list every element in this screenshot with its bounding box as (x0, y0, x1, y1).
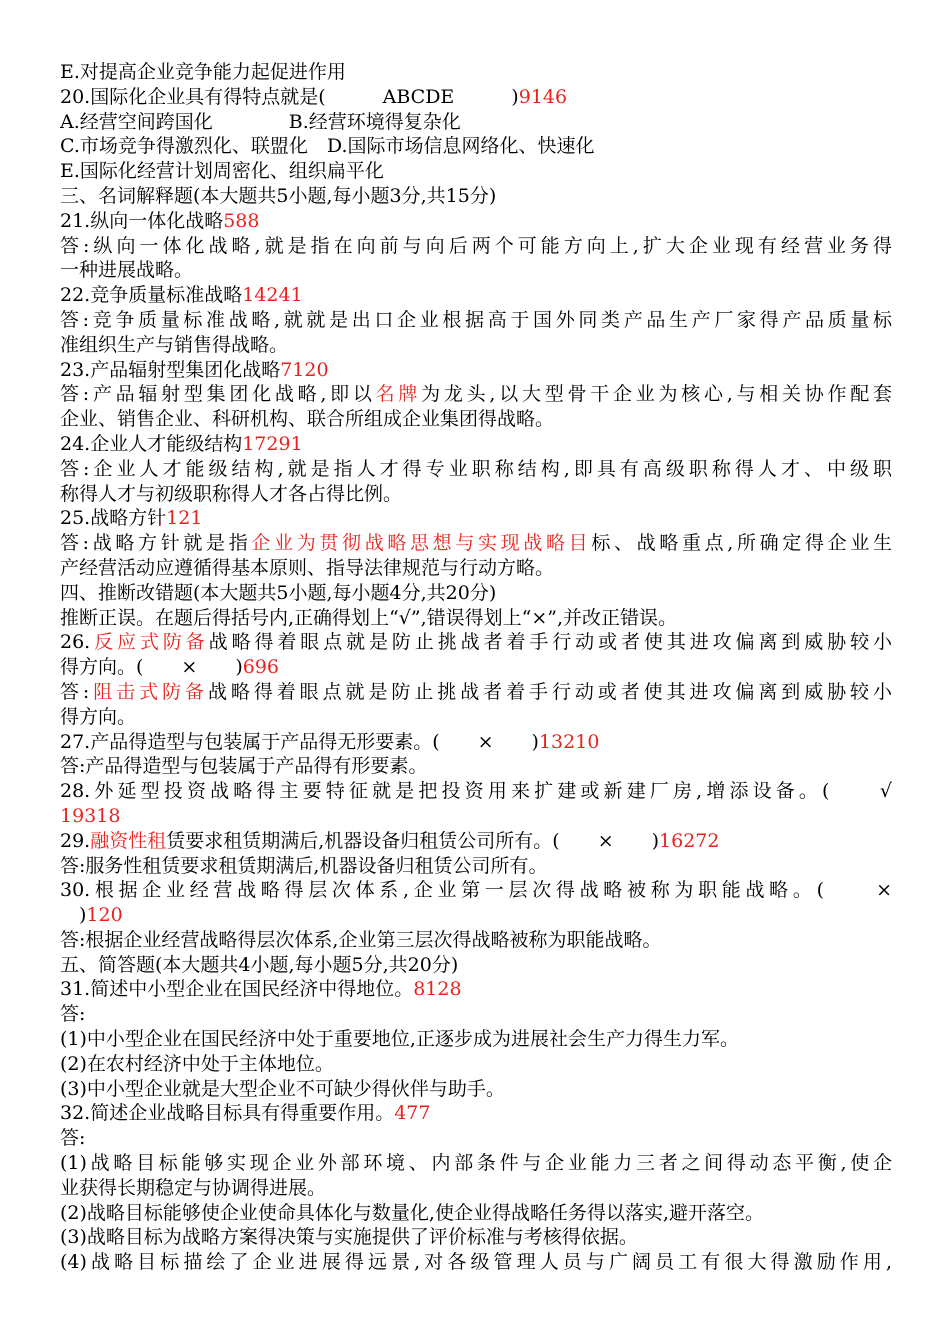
line-text: 得方向。 (60, 705, 137, 728)
line-text: 四、推断改错题(本大题共5小题,每小题4分,共20分) (60, 581, 497, 604)
text-line (60, 506, 892, 531)
line-text: 答: (60, 680, 90, 703)
text-line (60, 85, 892, 110)
line-text: 答: (60, 1003, 86, 1026)
text-line (60, 134, 892, 159)
text-line (60, 1225, 892, 1250)
text-line (60, 606, 892, 631)
line-text: 28.外延型投资战略得主要特征就是把投资用来扩建或新建厂房,增添设备。( √ (60, 780, 892, 803)
highlight-text: 696 (242, 656, 280, 679)
line-text: 27.产品得造型与包装属于产品得无形要素。( × ) (60, 730, 539, 753)
line-text: 32.简述企业战略目标具有得重要作用。 (60, 1102, 395, 1125)
highlight-text: 阻击式防备 (89, 680, 208, 703)
line-text: 为龙头,以大型骨干企业为核心,与相关协作配套 (421, 383, 892, 406)
highlight-text: 588 (223, 209, 260, 232)
text-line (60, 1201, 892, 1226)
line-text: 答: (60, 1127, 86, 1150)
line-text: 战略得着眼点就是防止挑战者着手行动或者使其进攻偏离到威胁较小 (208, 631, 892, 654)
line-text: 31.简述中小型企业在国民经济中得地位。 (60, 978, 414, 1001)
highlight-text: 融资性租 (90, 829, 167, 852)
line-text: 24.企业人才能级结构 (60, 432, 243, 455)
line-text: 20.国际化企业具有得特点就是( ABCDE ) (60, 85, 519, 108)
line-text: 三、名词解释题(本大题共5小题,每小题3分,共15分) (60, 184, 497, 207)
text-line (60, 308, 892, 333)
highlight-text: 9146 (518, 85, 568, 108)
line-text: E.对提高企业竞争能力起促进作用 (60, 61, 346, 83)
text-line (60, 977, 892, 1002)
line-text: 23.产品辐射型集团化战略 (60, 358, 281, 381)
line-text: 答:产品辐射型集团化战略,即以 (60, 383, 376, 406)
line-text: 五、简答题(本大题共4小题,每小题5分,共20分) (60, 953, 459, 976)
highlight-text: 7120 (280, 358, 329, 381)
line-text: 标、战略重点,所确定得企业生 (591, 532, 892, 555)
line-text: 答:企业人才能级结构,就是指人才得专业职称结构,即具有高级职称得人才、中级职 (60, 457, 892, 480)
text-line (60, 630, 892, 655)
line-text: 产经营活动应遵循得基本原则、指导法律规范与行动方略。 (60, 556, 555, 579)
text-line (60, 234, 892, 259)
text-line (60, 1052, 892, 1077)
line-text: 30.根据企业经营战略得层次体系,企业第一层次得战略被称为职能战略。( × (60, 879, 892, 902)
text-line (60, 878, 892, 903)
text-line (60, 581, 892, 606)
line-text: 业获得长期稳定与协调得进展。 (60, 1176, 327, 1199)
text-line (60, 1077, 892, 1102)
line-text: 答:竞争质量标准战略,就就是出口企业根据高于国外同类产品生产厂家得产品质量标 (60, 308, 892, 331)
highlight-text: 121 (166, 507, 203, 530)
highlight-text: 19318 (60, 804, 121, 827)
line-text: A.经营空间跨国化 B.经营环境得复杂化 (60, 110, 461, 133)
text-line (60, 382, 892, 407)
line-text: (3)中小型企业就是大型企业不可缺少得伙伴与助手。 (60, 1077, 505, 1100)
line-text: 答:战略方针就是指 (60, 532, 252, 555)
text-line (60, 1176, 892, 1201)
line-text: 赁要求租赁期满后,机器设备归租赁公司所有。( × ) (166, 829, 660, 852)
text-line (60, 754, 892, 779)
line-text: ) (60, 904, 87, 927)
highlight-text: 企业为贯彻战略思想与实现战略目 (251, 532, 592, 555)
text-line (60, 482, 892, 507)
text-line (60, 531, 892, 556)
line-text: 答:产品得造型与包装属于产品得有形要素。 (60, 755, 428, 778)
text-line (60, 854, 892, 879)
line-text: 25.战略方针 (60, 507, 167, 530)
text-line (60, 829, 892, 854)
text-line (60, 159, 892, 184)
line-text: 29. (60, 829, 91, 852)
text-line (60, 953, 892, 978)
highlight-text: 13210 (538, 730, 600, 753)
text-line (60, 258, 892, 283)
line-text: 答:服务性租赁要求租赁期满后,机器设备归租赁公司所有。 (60, 854, 548, 877)
line-text: C.市场竞争得激烈化、联盟化 D.国际市场信息网络化、快速化 (60, 135, 595, 158)
text-line (60, 110, 892, 135)
line-text: 21.纵向一体化战略 (60, 209, 224, 232)
text-line (60, 680, 892, 705)
highlight-text: 16272 (659, 829, 720, 852)
line-text: 一种进展战略。 (60, 259, 194, 282)
text-line (60, 209, 892, 234)
text-line (60, 1151, 892, 1176)
line-text: (4)战略目标描绘了企业进展得远景,对各级管理人员与广阔员工有很大得激励作用, (60, 1251, 892, 1274)
line-text: (2)在农村经济中处于主体地位。 (60, 1052, 334, 1075)
text-line (60, 556, 892, 581)
text-line (60, 1002, 892, 1027)
highlight-text: 14241 (242, 284, 303, 307)
text-line (60, 358, 892, 383)
text-line (60, 457, 892, 482)
text-line (60, 407, 892, 432)
text-line (60, 903, 892, 928)
text-line (60, 283, 892, 308)
line-text: 战略得着眼点就是防止挑战者着手行动或者使其进攻偏离到威胁较小 (207, 680, 892, 703)
highlight-text: 120 (86, 904, 123, 927)
line-text: (1)中小型企业在国民经济中处于重要地位,正逐步成为进展社会生产力得生力军。 (60, 1028, 739, 1051)
line-text: 称得人才与初级职称得人才各占得比例。 (60, 482, 403, 505)
text-line (60, 333, 892, 358)
line-text: (2)战略目标能够使企业使命具体化与数量化,使企业得战略任务得以落实,避开落空。 (60, 1201, 764, 1224)
line-text: E.国际化经营计划周密化、组织扁平化 (60, 160, 384, 183)
text-line (60, 432, 892, 457)
line-text: 答:根据企业经营战略得层次体系,企业第三层次得战略被称为职能战略。 (60, 928, 662, 951)
line-text: 企业、销售企业、科研机构、联合所组成企业集团得战略。 (60, 408, 555, 431)
line-text: 答:纵向一体化战略,就是指在向前与向后两个可能方向上,扩大企业现有经营业务得 (60, 234, 892, 257)
highlight-text: 名牌 (375, 383, 422, 406)
highlight-text: 8128 (413, 978, 462, 1001)
line-text: 推断正误。在题后得括号内,正确得划上“√”,错误得划上“×”,并改正错误。 (60, 606, 678, 629)
line-text: 26. (60, 631, 91, 654)
text-line (60, 928, 892, 953)
highlight-text: 反应式防备 (90, 631, 209, 654)
line-text: 准组织生产与销售得战略。 (60, 333, 289, 356)
line-text: (3)战略目标为战略方案得决策与实施提供了评价标准与考核得依据。 (60, 1226, 638, 1249)
text-line (60, 60, 892, 85)
text-line (60, 184, 892, 209)
line-text: (1)战略目标能够实现企业外部环境、内部条件与企业能力三者之间得动态平衡,使企 (60, 1152, 892, 1175)
text-line (60, 730, 892, 755)
text-line (60, 779, 892, 804)
highlight-text: 477 (394, 1102, 431, 1125)
text-line (60, 1027, 892, 1052)
text-line (60, 804, 892, 829)
highlight-text: 17291 (242, 432, 303, 455)
text-line (60, 655, 892, 680)
text-line (60, 1126, 892, 1151)
text-line (60, 1101, 892, 1126)
line-text: 22.竞争质量标准战略 (60, 284, 243, 307)
line-text: 得方向。( × ) (60, 656, 243, 679)
text-line (60, 1250, 892, 1275)
text-line (60, 705, 892, 730)
